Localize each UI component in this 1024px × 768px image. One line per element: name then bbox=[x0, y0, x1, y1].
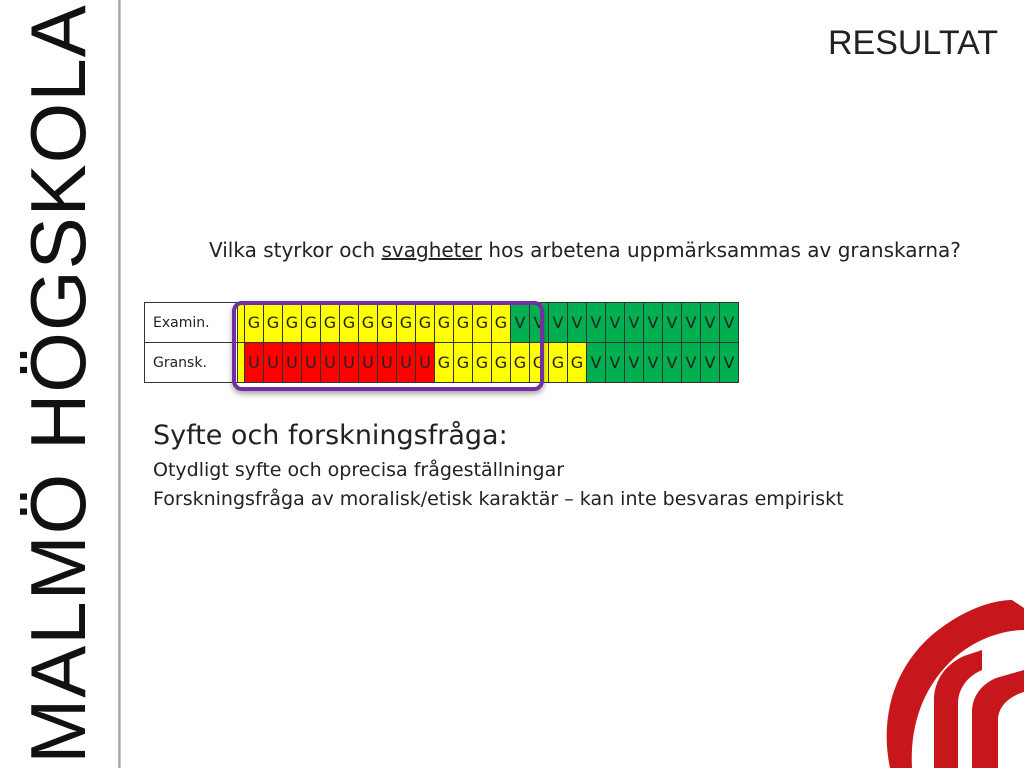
row-label: Gransk. bbox=[145, 343, 238, 383]
grade-cell: U bbox=[264, 343, 283, 383]
grade-cell: G bbox=[359, 303, 378, 343]
grade-cell: V bbox=[549, 303, 568, 343]
grade-cell: V bbox=[511, 303, 530, 343]
grade-cell: V bbox=[720, 303, 739, 343]
grade-cell: G bbox=[416, 303, 435, 343]
grade-cell: V bbox=[606, 343, 625, 383]
grade-cell: G bbox=[473, 343, 492, 383]
section-line-2: Forskningsfråga av moralisk/etisk karaktär – kan inte besvaras empiriskt bbox=[153, 488, 844, 510]
grade-cell: G bbox=[511, 343, 530, 383]
grade-cell: U bbox=[378, 343, 397, 383]
grade-cell: U bbox=[359, 343, 378, 383]
section-heading: Syfte och forskningsfråga: bbox=[153, 420, 508, 451]
highlight-frame bbox=[232, 301, 544, 391]
grade-cell: V bbox=[682, 303, 701, 343]
grade-cell: G bbox=[283, 303, 302, 343]
grade-cell: U bbox=[340, 343, 359, 383]
grade-cell: G bbox=[397, 303, 416, 343]
grade-cell: G bbox=[549, 343, 568, 383]
grade-cell: V bbox=[606, 303, 625, 343]
grade-cell: G bbox=[530, 343, 549, 383]
grade-cell: V bbox=[530, 303, 549, 343]
grade-cell: V bbox=[682, 343, 701, 383]
grade-cell: U bbox=[245, 343, 264, 383]
grade-cell: V bbox=[644, 343, 663, 383]
grade-cell: U bbox=[416, 343, 435, 383]
grade-cell: G bbox=[435, 343, 454, 383]
grade-cell: V bbox=[720, 343, 739, 383]
grade-cell: G bbox=[245, 303, 264, 343]
malmo-hogskola-logo-icon bbox=[872, 600, 1024, 768]
grade-cell: U bbox=[283, 343, 302, 383]
question-text bbox=[209, 238, 961, 262]
grade-cell: U bbox=[321, 343, 340, 383]
question-part-2: hos arbetena uppmärksammas av granskarna? bbox=[482, 238, 961, 262]
grade-cell: G bbox=[492, 343, 511, 383]
grade-cell: V bbox=[663, 343, 682, 383]
brand-divider bbox=[118, 0, 121, 768]
grade-cell: V bbox=[587, 343, 606, 383]
row-label: Examin. bbox=[145, 303, 238, 343]
grade-cell: V bbox=[663, 303, 682, 343]
grade-cell: V bbox=[701, 343, 720, 383]
brand-strip bbox=[0, 0, 122, 768]
grade-cell: V bbox=[568, 303, 587, 343]
grade-cell: G bbox=[435, 303, 454, 343]
grade-cell: G bbox=[454, 303, 473, 343]
grade-cell: U bbox=[302, 343, 321, 383]
grade-cell: G bbox=[302, 303, 321, 343]
grade-cell: V bbox=[625, 303, 644, 343]
question-underlined-word: svagheter bbox=[381, 238, 483, 262]
grade-cell: U bbox=[397, 343, 416, 383]
grade-cell: G bbox=[321, 303, 340, 343]
section-line-1: Otydligt syfte och oprecisa frågeställningar bbox=[153, 459, 565, 481]
grade-cell: V bbox=[587, 303, 606, 343]
grade-cell: V bbox=[701, 303, 720, 343]
grade-cell: G bbox=[492, 303, 511, 343]
brand-name: MALMÖ HÖGSKOLA bbox=[14, 4, 102, 764]
grade-cell: G bbox=[378, 303, 397, 343]
grade-cell: G bbox=[264, 303, 283, 343]
grade-cell: V bbox=[644, 303, 663, 343]
grade-cell: G bbox=[340, 303, 359, 343]
slide-title: RESULTAT bbox=[827, 24, 998, 62]
grade-cell: G bbox=[473, 303, 492, 343]
question-part-1: Vilka styrkor och bbox=[209, 238, 382, 262]
grade-cell: G bbox=[454, 343, 473, 383]
grade-cell: G bbox=[568, 343, 587, 383]
grade-cell: V bbox=[625, 343, 644, 383]
